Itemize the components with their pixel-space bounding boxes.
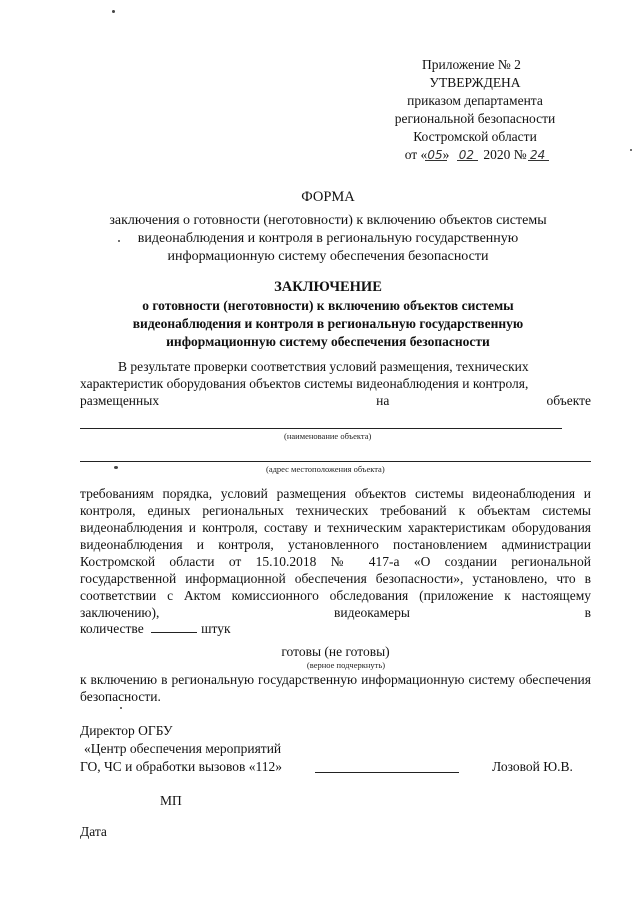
intro-line: характеристик оборудования объектов системы видеонаблюдения и контроля,	[80, 376, 529, 391]
scan-speck	[120, 707, 122, 709]
intro-line	[80, 392, 591, 409]
date-label: Дата	[80, 824, 107, 839]
date-prefix: от «	[404, 147, 428, 162]
appendix-number: Приложение № 2	[422, 57, 521, 72]
object-address-field[interactable]	[80, 461, 591, 462]
quantity-field[interactable]	[151, 621, 197, 633]
main-text: требованиям порядка, условий размещения объектов системы видеонаблюдения и контроля, единых региональных технических требований к объектам системы видеонаблюдения и контроля, составу и техническим характеристикам оборудования видеонаблюдения и контроля, установленного постановлением администрации Костромской области от 15.10.2018 № 417-а «О создании региональной государственной информационной обеспечения безопасности», установлено, что в соответствии с Актом комиссионного обследования (приложение к настоящему заключению), видеокамеры в	[80, 486, 591, 620]
intro-word: размещенных	[80, 393, 160, 408]
conclusion-header	[80, 278, 576, 351]
date-sep: »	[442, 147, 450, 162]
form-subtitle-line: информационную систему обеспечения безопасности	[167, 249, 489, 264]
signature-title: Директор ОГБУ	[80, 723, 173, 738]
handwritten-day: 05	[427, 148, 443, 162]
approval-date	[360, 146, 590, 164]
quantity-prefix: количестве	[80, 621, 144, 636]
intro-word: объекте	[546, 393, 591, 408]
conclusion-subtitle-line: информационную систему обеспечения безопасности	[166, 334, 490, 349]
intro-line: В результате проверки соответствия условий размещения, технических	[118, 359, 529, 374]
approved-stamp-text: УТВЕРЖДЕНА	[429, 75, 521, 90]
approval-line: региональной безопасности	[394, 111, 556, 126]
signature-org-cont: ГО, ЧС и обработки вызовов «112»	[80, 759, 283, 774]
scan-speck	[114, 466, 118, 469]
conclusion-subtitle-line: о готовности (неготовности) к включению объектов системы	[142, 298, 514, 313]
form-subtitle-line: видеонаблюдения и контроля в региональную государственную	[137, 231, 519, 246]
approval-block	[360, 56, 590, 164]
approval-line: приказом департамента	[407, 93, 543, 108]
handwritten-month: 02	[458, 148, 474, 162]
conclusion-subtitle-line: видеонаблюдения и контроля в региональную государственную	[132, 316, 524, 331]
ready-caption: (верное подчеркнуть)	[306, 660, 386, 670]
signature-org: «Центр обеспечения мероприятий	[84, 741, 282, 756]
date-year: 2020 №	[483, 147, 527, 162]
object-name-caption: (наименование объекта)	[284, 431, 372, 441]
quantity-line	[80, 620, 591, 637]
form-header	[80, 188, 576, 266]
form-subtitle-line: заключения о готовности (неготовности) к включению объектов системы	[109, 213, 547, 228]
main-paragraph	[80, 485, 591, 621]
object-address-caption: (адрес местоположения объекта)	[266, 464, 385, 474]
approval-line: Костромской области	[413, 129, 537, 144]
signature-field[interactable]	[315, 772, 459, 773]
ready-status: готовы (не готовы)	[281, 644, 390, 659]
object-name-field[interactable]	[80, 428, 562, 429]
handwritten-order-number: 24	[530, 148, 546, 162]
scan-speck	[630, 149, 632, 151]
conclusion-title: ЗАКЛЮЧЕНИЕ	[274, 279, 382, 295]
quantity-suffix: штук	[201, 621, 231, 636]
scan-speck	[112, 10, 115, 13]
form-title: ФОРМА	[301, 189, 355, 205]
stamp-place: МП	[160, 793, 182, 808]
closing-paragraph: к включению в региональную государственную информационную систему обеспечения безопасности.	[80, 672, 591, 704]
intro-paragraph	[80, 358, 591, 409]
intro-word: на	[376, 393, 390, 408]
signatory-name: Лозовой Ю.В.	[492, 759, 573, 774]
